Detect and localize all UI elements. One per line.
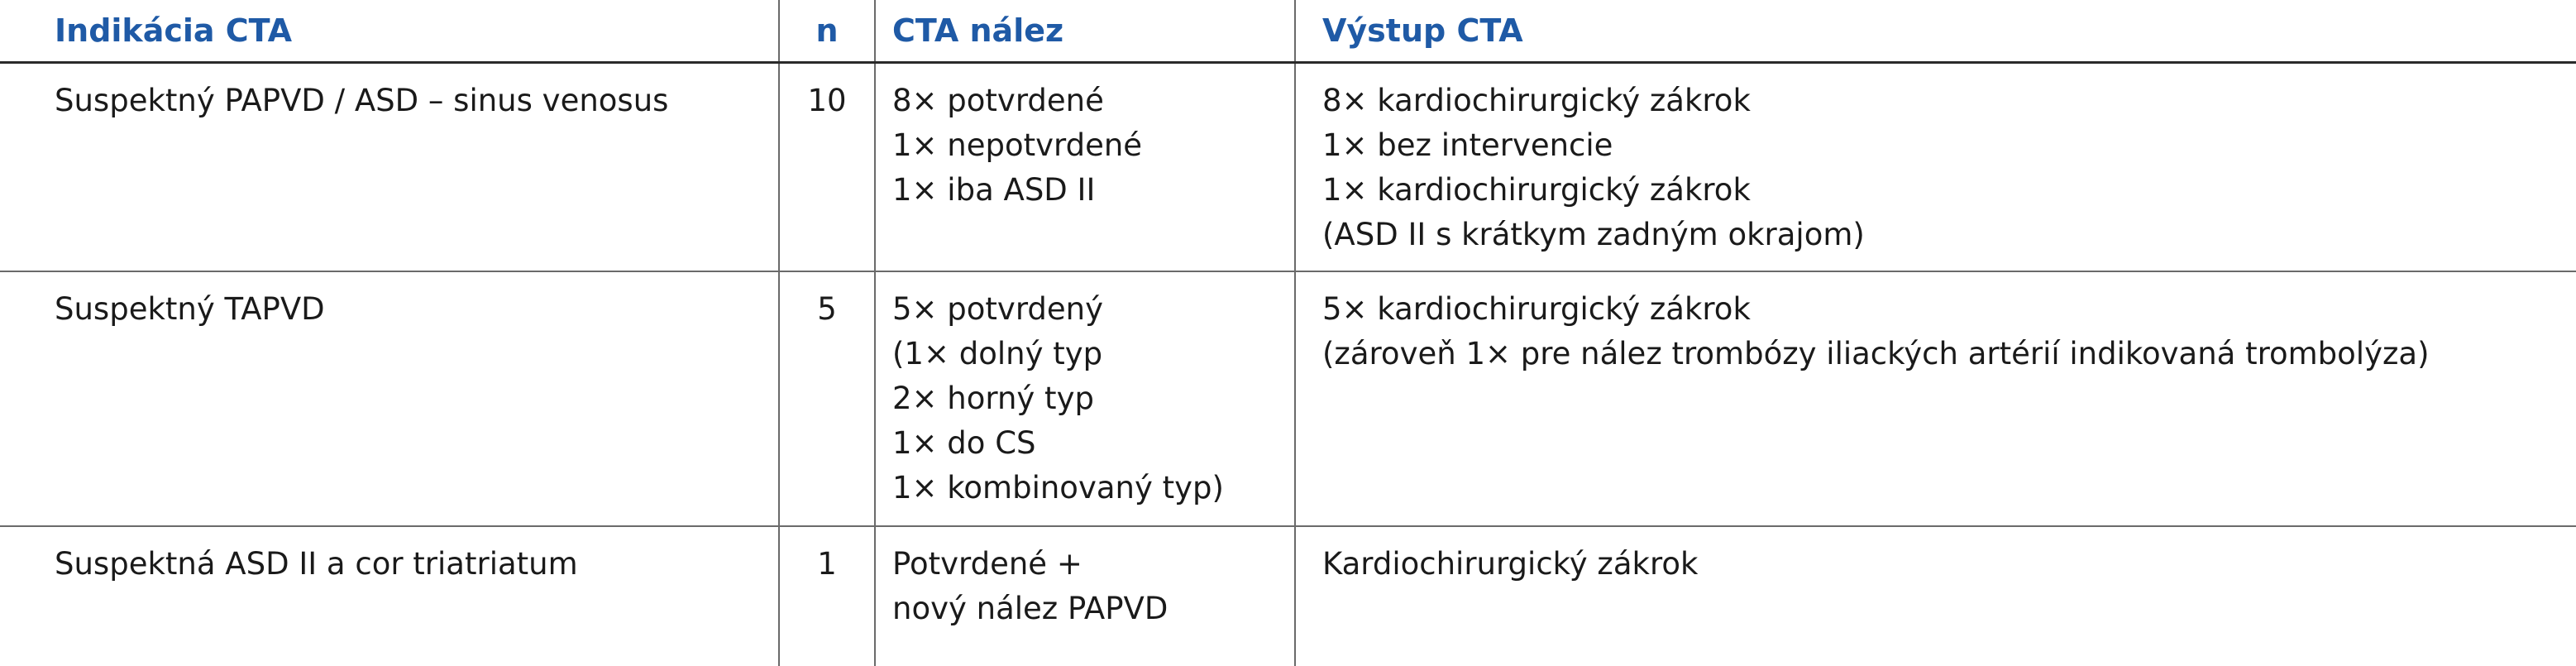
n-cell	[779, 526, 875, 666]
header-finding: CTA nález	[875, 0, 1295, 63]
header-indication: Indikácia CTA	[0, 0, 779, 63]
finding-line: Potvrdené +	[892, 546, 1082, 582]
table-header-row	[0, 0, 2576, 63]
table-row	[0, 526, 2576, 666]
finding-line: 8× potvrdené	[892, 83, 1104, 118]
indication-cell	[0, 526, 779, 666]
finding-cell	[875, 63, 1295, 272]
finding-line: 2× horný typ	[892, 381, 1094, 416]
finding-line: 1× nepotvrdené	[892, 127, 1143, 163]
table-row	[0, 63, 2576, 272]
indication-cell	[0, 63, 779, 272]
indication-text: Suspektná ASD II a cor triatriatum	[55, 546, 578, 582]
outcome-line: Kardiochirurgický zákrok	[1322, 546, 1699, 582]
n-cell	[779, 271, 875, 526]
finding-line: nový nález PAPVD	[892, 591, 1169, 626]
header-outcome: Výstup CTA	[1295, 0, 2576, 63]
indication-text: Suspektný PAPVD / ASD – sinus venosus	[55, 83, 669, 118]
outcome-cell	[1295, 271, 2576, 526]
outcome-cell	[1295, 63, 2576, 272]
outcome-line: 8× kardiochirurgický zákrok	[1322, 83, 1751, 118]
finding-line: 1× do CS	[892, 425, 1036, 461]
n-value: 5	[817, 291, 837, 327]
outcome-cell	[1295, 526, 2576, 666]
outcome-line: 5× kardiochirurgický zákrok	[1322, 291, 1751, 327]
outcome-line: (ASD II s krátkym zadným okrajom)	[1322, 217, 1865, 252]
indication-text: Suspektný TAPVD	[55, 291, 325, 327]
finding-line: 1× iba ASD II	[892, 172, 1096, 208]
outcome-line: 1× bez intervencie	[1322, 127, 1613, 163]
outcome-line: (zároveň 1× pre nález trombózy iliackých artérií indikovaná trombolýza)	[1322, 336, 2430, 371]
header-n: n	[779, 0, 875, 63]
finding-cell	[875, 271, 1295, 526]
finding-line: (1× dolný typ	[892, 336, 1103, 371]
table-row	[0, 271, 2576, 526]
finding-cell	[875, 526, 1295, 666]
n-cell	[779, 63, 875, 272]
finding-line: 5× potvrdený	[892, 291, 1103, 327]
outcome-line: 1× kardiochirurgický zákrok	[1322, 172, 1751, 208]
n-value: 10	[807, 83, 847, 118]
finding-line: 1× kombinovaný typ)	[892, 470, 1224, 505]
n-value: 1	[817, 546, 837, 582]
indication-cell	[0, 271, 779, 526]
